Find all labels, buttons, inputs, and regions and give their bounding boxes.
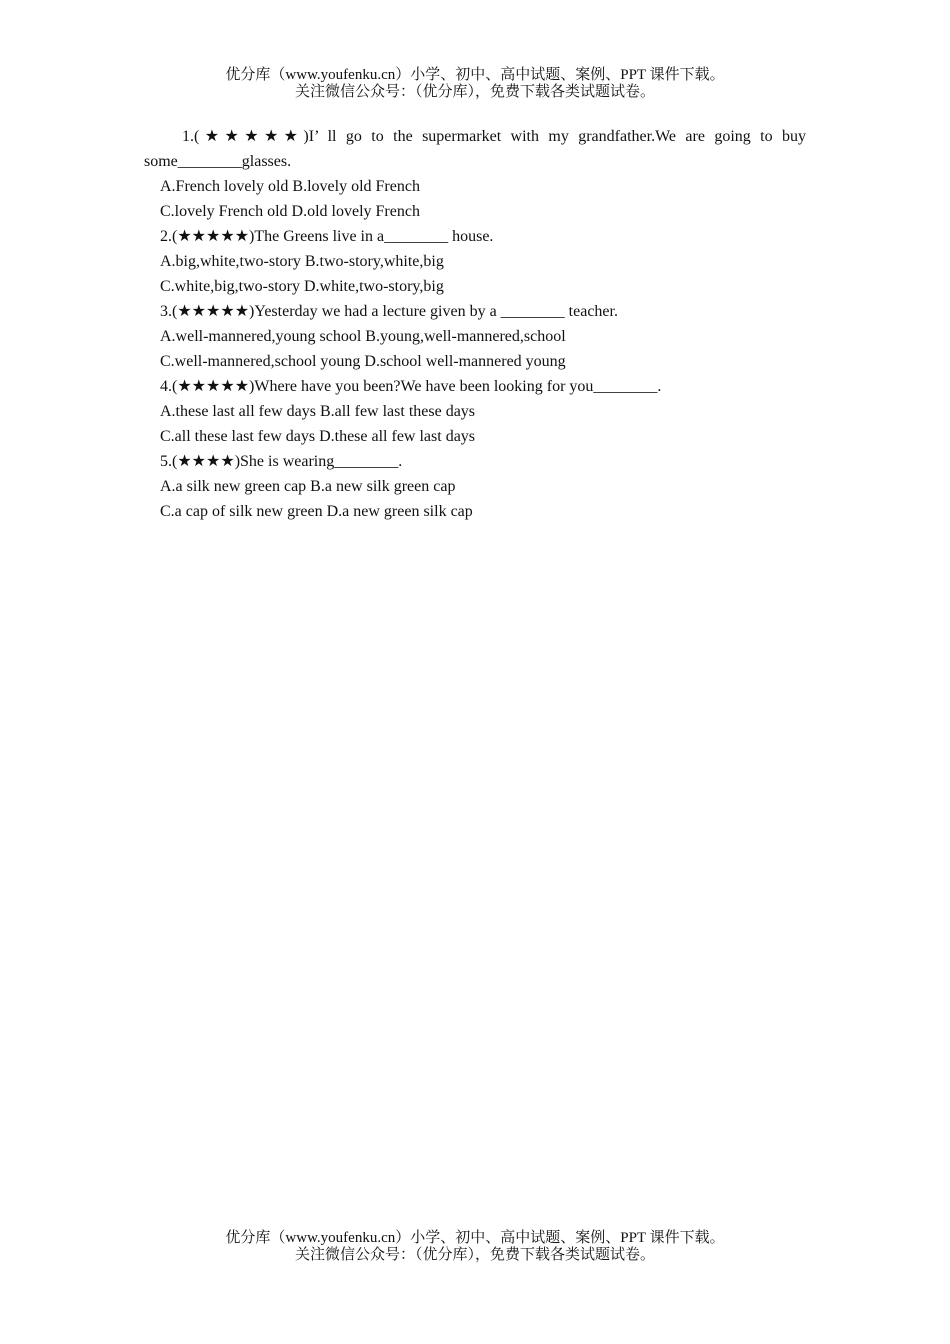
question-list xyxy=(144,124,806,524)
question-5-options-ab: A.a silk new green cap B.a new silk green cap xyxy=(160,478,456,495)
question-4-options-cd: C.all these last few days D.these all few last days xyxy=(160,428,476,445)
page-footer xyxy=(0,1230,950,1264)
page-header xyxy=(0,67,950,101)
header-line-2: 关注微信公众号：（优分库），免费下载各类试题试卷。 xyxy=(294,84,655,100)
question-4-stem: 4.(★★★★★)Where have you been?We have been looking for you________. xyxy=(160,378,662,395)
header-line-1: 优分库（www.youfenku.cn）小学、初中、高中试题、案例、PPT 课件下载。 xyxy=(225,67,725,83)
footer-line-1: 优分库（www.youfenku.cn）小学、初中、高中试题、案例、PPT 课件下载。 xyxy=(225,1230,725,1246)
question-1-stem: 1.(★★★★★)I’ ll go to the supermarket with my grandfather.We are going to buy some________glasses. xyxy=(144,128,806,170)
question-4-options-ab: A.these last all few days B.all few last these days xyxy=(160,403,476,420)
question-2-options-cd: C.white,big,two-story D.white,two-story,big xyxy=(160,278,444,295)
question-1-options-cd: C.lovely French old D.old lovely French xyxy=(160,203,420,220)
question-5-stem: 5.(★★★★)She is wearing________. xyxy=(160,453,403,470)
footer-line-2: 关注微信公众号：（优分库），免费下载各类试题试卷。 xyxy=(294,1247,655,1263)
question-2-options-ab: A.big,white,two-story B.two-story,white,big xyxy=(160,253,444,270)
question-3-options-cd: C.well-mannered,school young D.school well-mannered young xyxy=(160,353,566,370)
question-2-stem: 2.(★★★★★)The Greens live in a________ house. xyxy=(160,228,494,245)
question-1-options-ab: A.French lovely old B.lovely old French xyxy=(160,178,420,195)
question-5-options-cd: C.a cap of silk new green D.a new green silk cap xyxy=(160,503,473,520)
question-3-options-ab: A.well-mannered,young school B.young,well-mannered,school xyxy=(160,328,566,345)
question-3-stem: 3.(★★★★★)Yesterday we had a lecture given by a ________ teacher. xyxy=(160,303,618,320)
